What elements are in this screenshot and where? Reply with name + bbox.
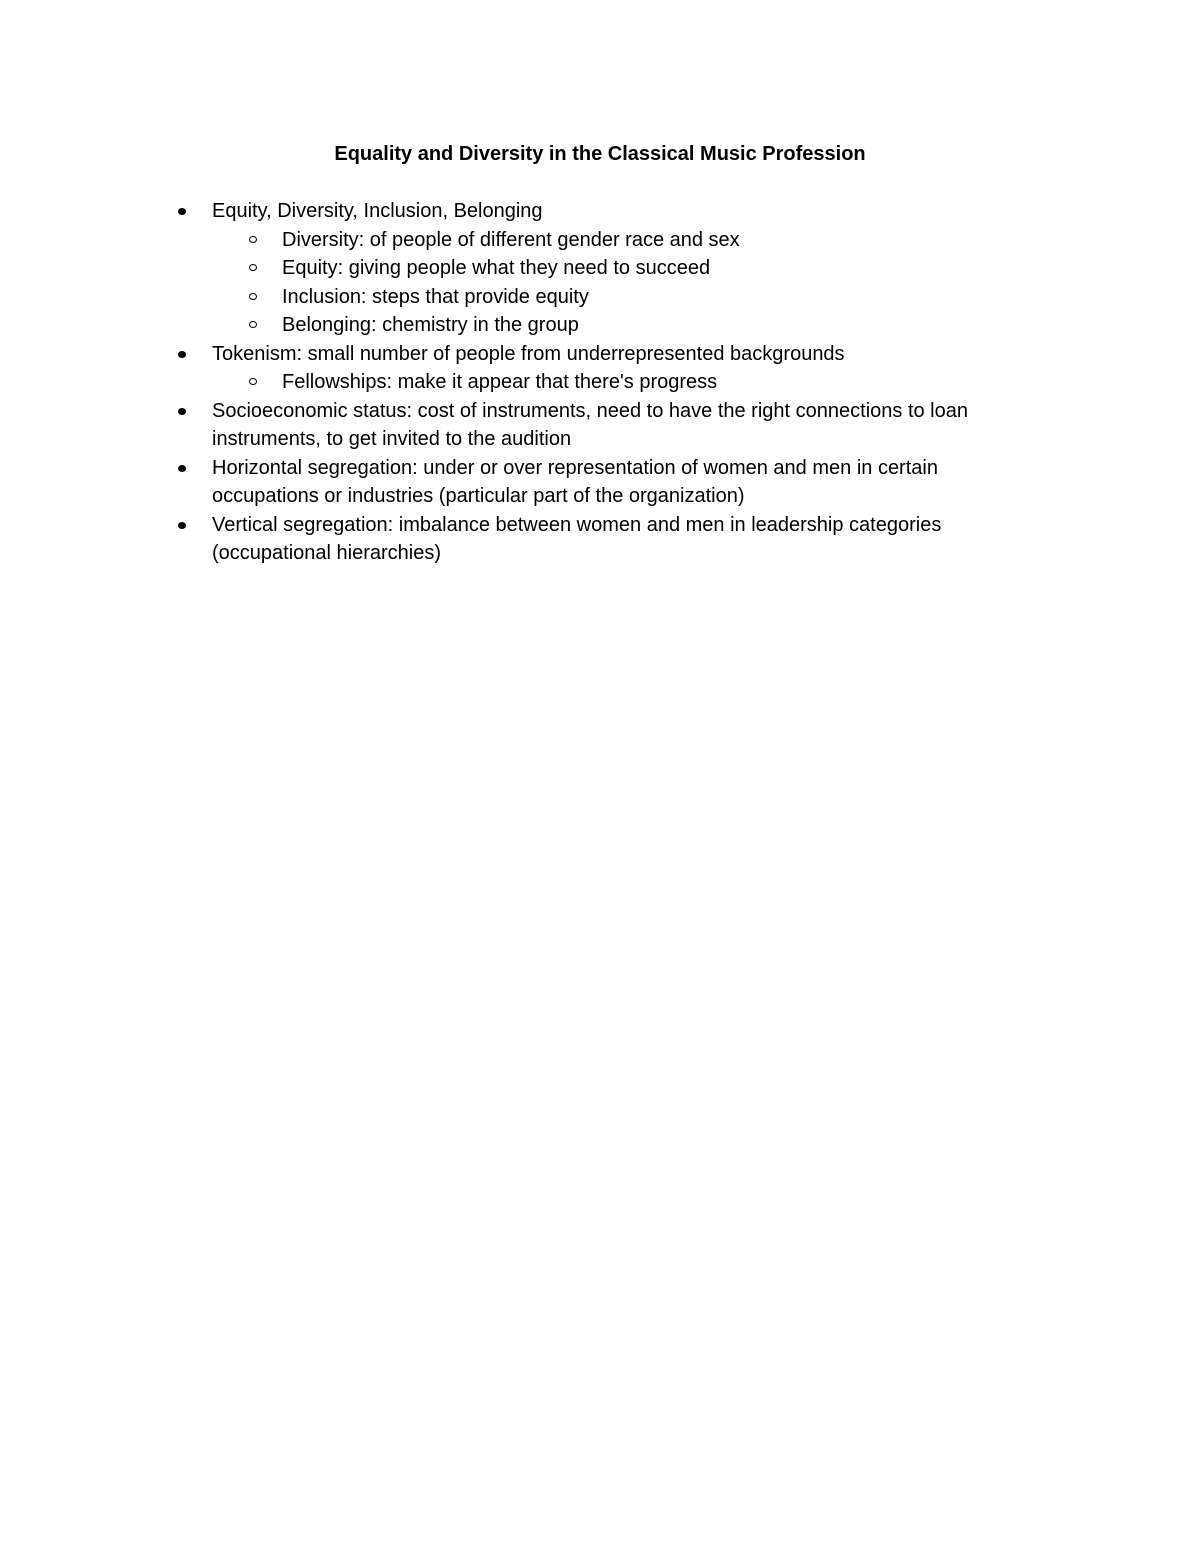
bullet-icon [178,408,186,415]
sub-list [212,368,1032,397]
sub-bullet-icon [249,378,257,385]
sub-list-item-text: Inclusion: steps that provide equity [282,285,589,308]
list-item-text: Socioeconomic status: cost of instruments, need to have the right connections to loan instruments, to get invited to the audition [212,399,968,450]
sub-list-item [0,368,1042,397]
bullet-icon [178,351,186,358]
sub-list-item [0,311,1042,340]
list-item [0,454,1032,511]
sub-bullet-icon [249,293,257,300]
sub-list-item [0,283,1042,312]
sub-list-item-text: Fellowships: make it appear that there's progress [282,371,718,393]
sub-bullet-icon [249,264,257,271]
list-item-text: Vertical segregation: imbalance between women and men in leadership categories (occupational hierarchies) [212,513,942,564]
bullet-icon [178,465,186,472]
list-item [0,340,1032,397]
bullet-icon [178,522,186,529]
sub-list-item-text: Diversity: of people of different gender race and sex [282,228,740,251]
sub-list [212,226,1032,340]
sub-list-item-text: Equity: giving people what they need to succeed [282,257,711,279]
list-item-text: Tokenism: small number of people from underrepresented backgrounds [212,342,845,365]
bullet-icon [178,208,186,215]
bullet-list [0,197,1200,568]
list-item [0,397,1032,454]
list-item [0,511,1032,568]
list-item [0,197,1032,340]
sub-list-item-text: Belonging: chemistry in the group [282,314,579,336]
document-title: Equality and Diversity in the Classical Music Profession [334,143,866,165]
list-item-text: Equity, Diversity, Inclusion, Belonging [212,200,543,222]
list-item-text: Horizontal segregation: under or over representation of women and men in certain occupations or industries (particular part of the organization) [212,456,938,507]
sub-list-item [0,254,1042,283]
sub-list-item [0,226,1042,255]
sub-bullet-icon [249,236,257,243]
sub-bullet-icon [249,321,257,328]
